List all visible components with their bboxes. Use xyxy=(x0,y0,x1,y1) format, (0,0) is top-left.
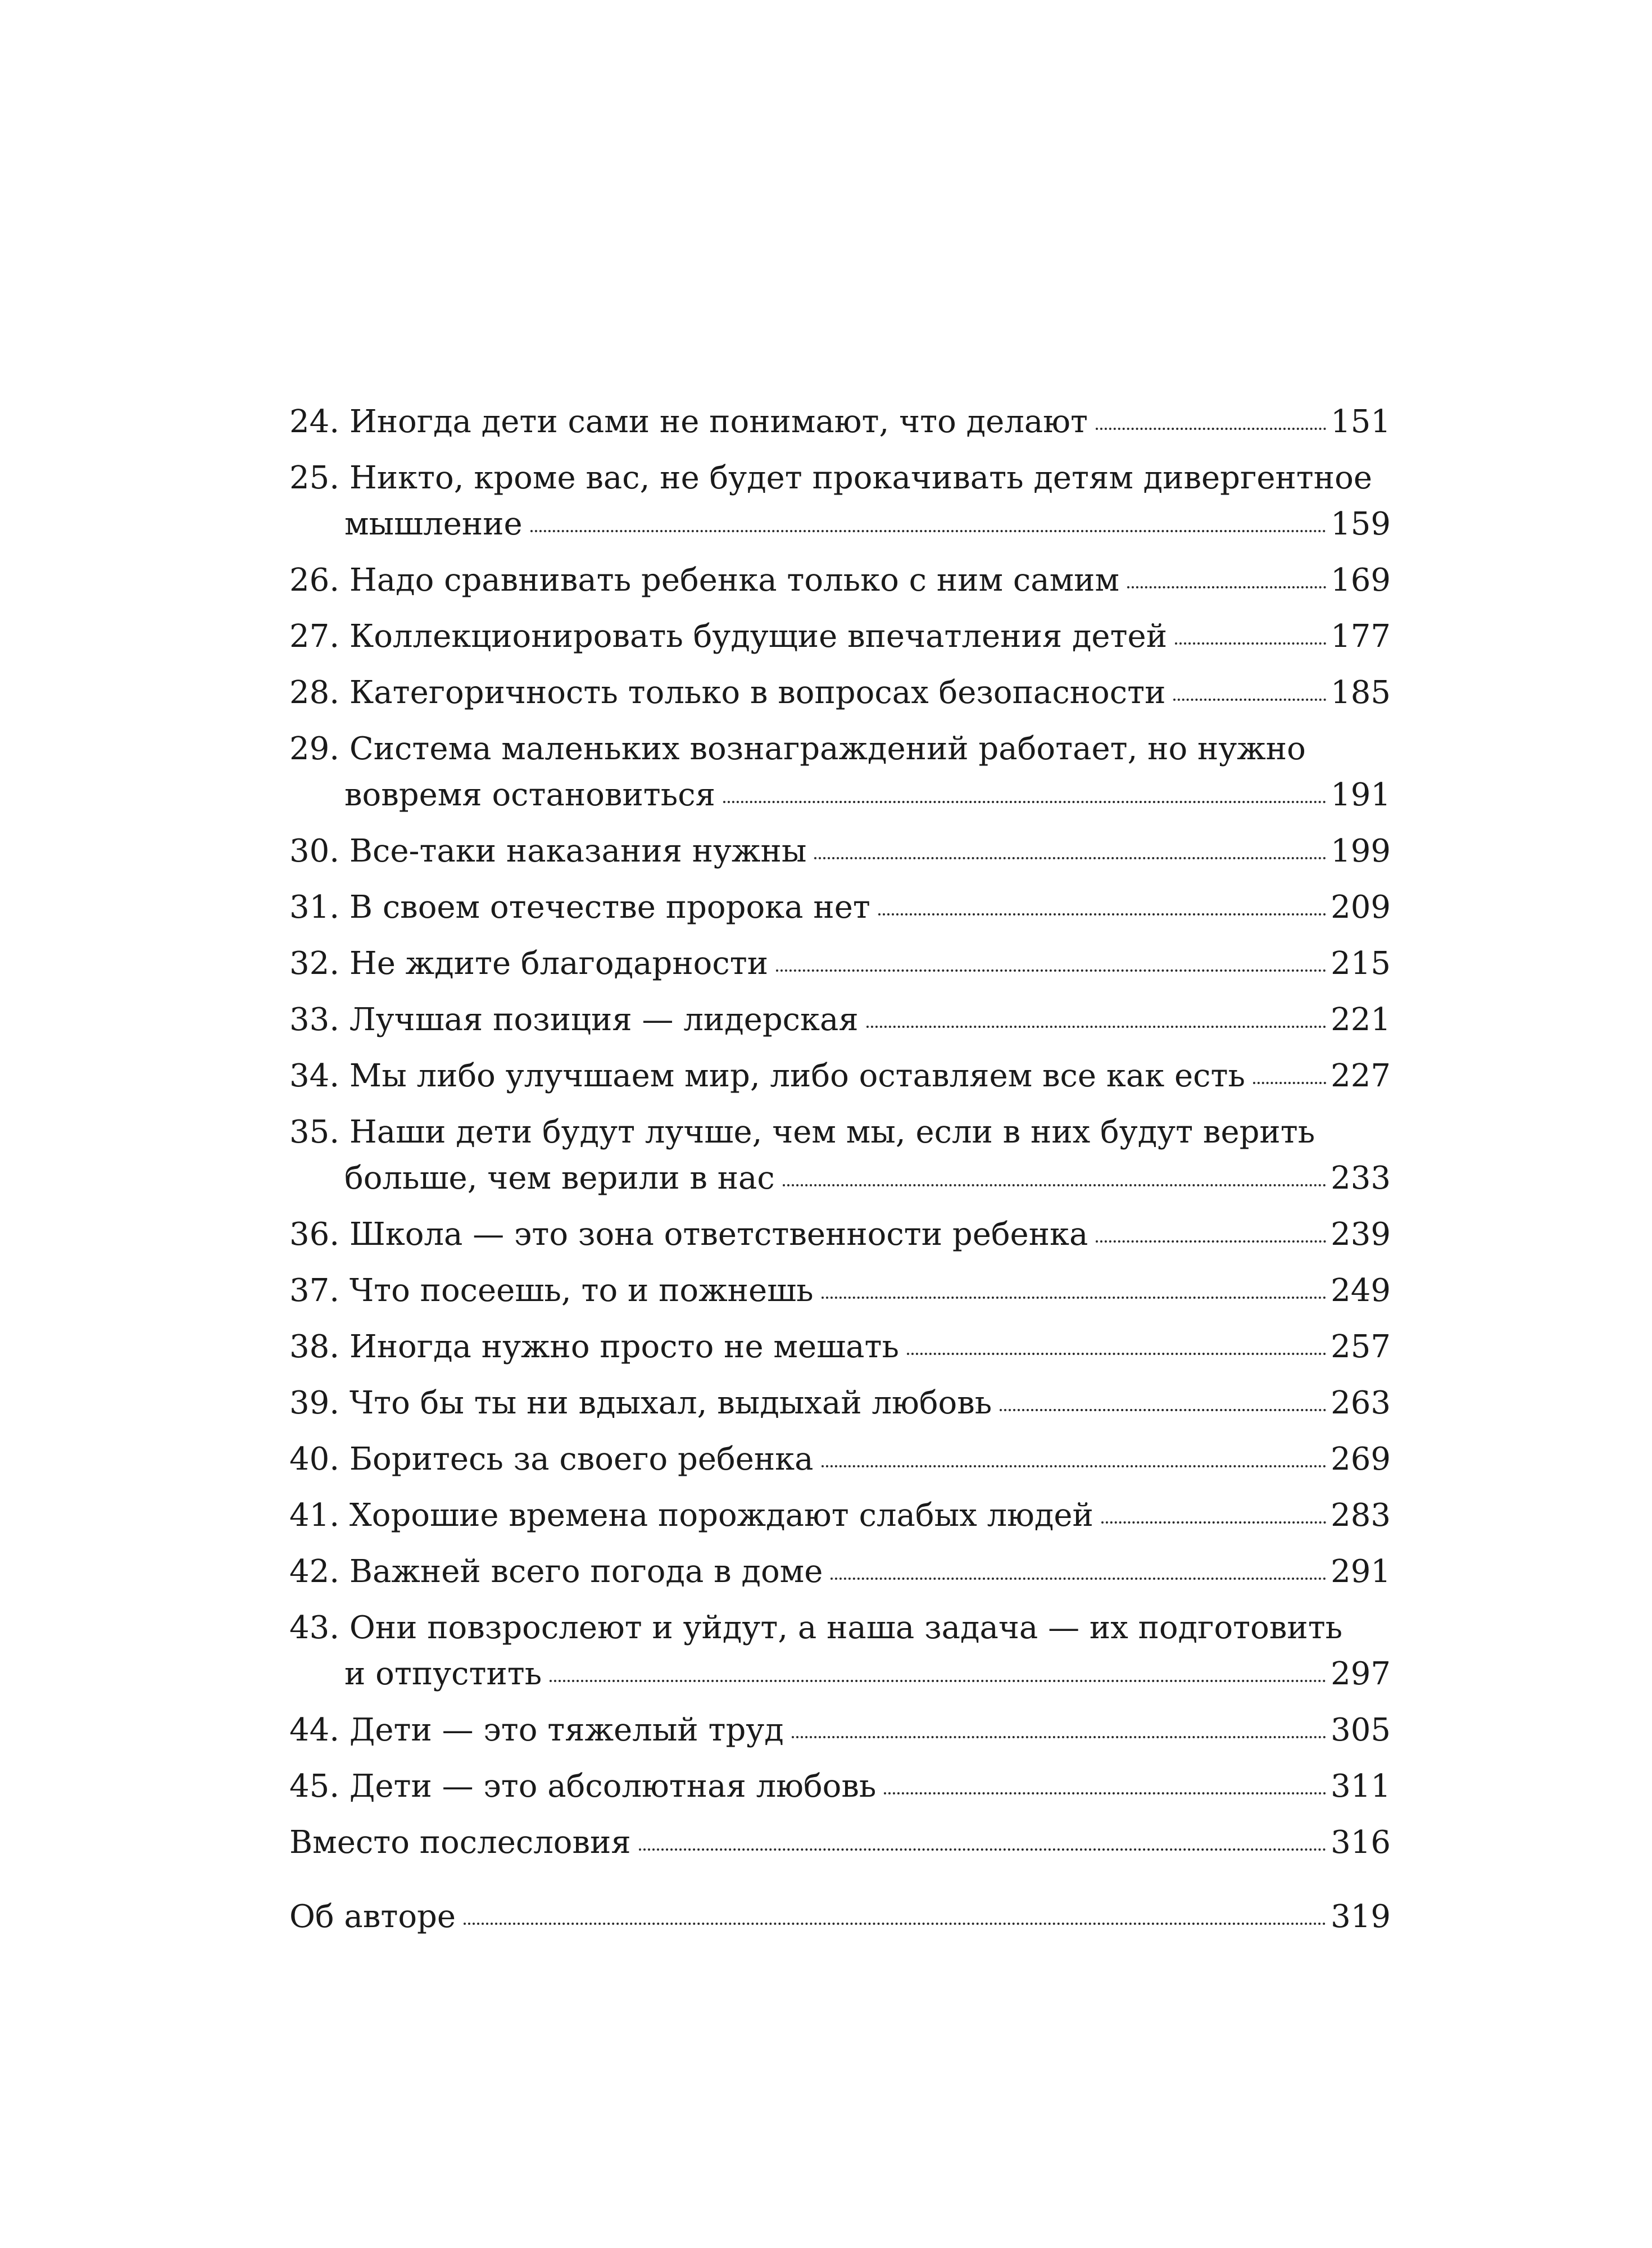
toc-entry-title: 30. Все-таки наказания нужны xyxy=(289,833,807,869)
toc-page-number: 185 xyxy=(1331,674,1391,711)
toc-entry-title: 24. Иногда дети сами не понимают, что делают xyxy=(289,404,1088,440)
toc-page-number: 221 xyxy=(1331,1001,1391,1038)
dot-leader xyxy=(776,969,1326,972)
toc-page-number: 269 xyxy=(1331,1441,1391,1477)
toc-entry-title: 38. Иногда нужно просто не мешать xyxy=(289,1329,899,1365)
toc-entry-34[interactable] xyxy=(289,1053,1391,1099)
dot-leader xyxy=(1096,1240,1326,1243)
toc-entry-about-author[interactable] xyxy=(289,1894,1391,1940)
toc-entry-40[interactable] xyxy=(289,1436,1391,1483)
toc-page-number: 191 xyxy=(1331,777,1391,813)
toc-entry-title: Об авторе xyxy=(289,1898,456,1935)
toc-page-number: 291 xyxy=(1331,1553,1391,1590)
toc-page-number: 319 xyxy=(1331,1898,1391,1935)
toc-entry-37[interactable] xyxy=(289,1268,1391,1314)
dot-leader xyxy=(1000,1409,1326,1411)
toc-entry-title: 34. Мы либо улучшаем мир, либо оставляем все как есть xyxy=(289,1058,1245,1094)
toc-entry-title: 44. Дети — это тяжелый труд xyxy=(289,1712,784,1748)
toc-entry-31[interactable] xyxy=(289,885,1391,931)
toc-entry-title: 29. Система маленьких вознаграждений работает, но нужно xyxy=(289,731,1306,767)
toc-entry-32[interactable] xyxy=(289,941,1391,987)
toc-page-number: 249 xyxy=(1331,1272,1391,1309)
toc-entry-45[interactable] xyxy=(289,1764,1391,1810)
dot-leader xyxy=(723,801,1326,803)
dot-leader xyxy=(814,857,1326,859)
toc-entry-44[interactable] xyxy=(289,1707,1391,1753)
toc-page-number: 239 xyxy=(1331,1216,1391,1253)
toc-entry-title: 45. Дети — это абсолютная любовь xyxy=(289,1768,877,1805)
dot-leader xyxy=(530,530,1326,532)
toc-entry-title: 39. Что бы ты ни вдыхал, выдыхай любовь xyxy=(289,1385,992,1421)
dot-leader xyxy=(1101,1521,1326,1524)
toc-entry-title: 33. Лучшая позиция — лидерская xyxy=(289,1001,859,1038)
dot-leader xyxy=(1175,642,1326,645)
dot-leader xyxy=(822,1465,1327,1467)
dot-leader xyxy=(550,1680,1326,1682)
dot-leader xyxy=(783,1184,1326,1186)
toc-page-number: 283 xyxy=(1331,1497,1391,1534)
toc-entry-30[interactable] xyxy=(289,828,1391,874)
toc-page-number: 305 xyxy=(1331,1712,1391,1748)
toc-entry-title-continuation: и отпустить xyxy=(344,1656,542,1692)
toc-entry-title: 25. Никто, кроме вас, не будет прокачивать детям дивергентное xyxy=(289,460,1372,496)
toc-page-number: 263 xyxy=(1331,1385,1391,1421)
toc-entry-36[interactable] xyxy=(289,1212,1391,1258)
toc-entry-title-continuation: больше, чем верили в нас xyxy=(344,1160,775,1196)
dot-leader xyxy=(878,913,1326,915)
toc-page-number: 233 xyxy=(1331,1160,1391,1196)
dot-leader xyxy=(884,1792,1326,1794)
dot-leader xyxy=(907,1353,1326,1355)
toc-page-number: 177 xyxy=(1331,618,1391,655)
dot-leader xyxy=(1096,428,1326,430)
toc-entry-title: 31. В своем отечестве пророка нет xyxy=(289,889,870,926)
toc-entry-title: 40. Боритесь за своего ребенка xyxy=(289,1441,814,1477)
toc-entry-38[interactable] xyxy=(289,1324,1391,1370)
toc-entry-title: 43. Они повзрослеют и уйдут, а наша задача — их подготовить xyxy=(289,1610,1343,1646)
toc-entry-33[interactable] xyxy=(289,997,1391,1043)
toc-entry-43[interactable] xyxy=(289,1605,1391,1697)
toc-entry-title: 37. Что посеешь, то и пожнешь xyxy=(289,1272,814,1309)
toc-entry-title: 35. Наши дети будут лучше, чем мы, если в них будут верить xyxy=(289,1114,1315,1150)
toc-entry-25[interactable] xyxy=(289,455,1391,547)
table-of-contents xyxy=(289,399,1391,1950)
toc-entry-afterword[interactable] xyxy=(289,1820,1391,1866)
toc-entry-title: 41. Хорошие времена порождают слабых людей xyxy=(289,1497,1093,1534)
toc-entry-title: Вместо послесловия xyxy=(289,1824,631,1861)
dot-leader xyxy=(830,1578,1326,1580)
toc-entry-26[interactable] xyxy=(289,558,1391,604)
toc-entry-27[interactable] xyxy=(289,614,1391,660)
toc-page-number: 209 xyxy=(1331,889,1391,926)
toc-entry-title: 36. Школа — это зона ответственности ребенка xyxy=(289,1216,1088,1253)
toc-entry-42[interactable] xyxy=(289,1549,1391,1595)
dot-leader xyxy=(1173,699,1326,701)
toc-entry-24[interactable] xyxy=(289,399,1391,445)
toc-entry-title-continuation: мышление xyxy=(344,506,523,542)
dot-leader xyxy=(1127,586,1326,588)
dot-leader xyxy=(639,1848,1326,1851)
toc-entry-title: 32. Не ждите благодарности xyxy=(289,945,769,982)
toc-page-number: 316 xyxy=(1331,1824,1391,1861)
toc-entry-29[interactable] xyxy=(289,726,1391,818)
dot-leader xyxy=(792,1736,1326,1738)
toc-entry-title-continuation: вовремя остановиться xyxy=(344,777,715,813)
dot-leader xyxy=(464,1923,1326,1925)
toc-page-number: 159 xyxy=(1331,506,1391,542)
dot-leader xyxy=(822,1297,1326,1299)
toc-page-number: 169 xyxy=(1331,562,1391,599)
dot-leader xyxy=(1253,1082,1326,1084)
toc-page-number: 257 xyxy=(1331,1329,1391,1365)
toc-entry-39[interactable] xyxy=(289,1380,1391,1426)
toc-page-number: 199 xyxy=(1331,833,1391,869)
toc-page-number: 151 xyxy=(1331,404,1391,440)
toc-entry-28[interactable] xyxy=(289,670,1391,716)
toc-entry-title: 26. Надо сравнивать ребенка только с ним самим xyxy=(289,562,1120,599)
toc-entry-title: 42. Важней всего погода в доме xyxy=(289,1553,823,1590)
toc-page-number: 311 xyxy=(1331,1768,1391,1805)
toc-page-number: 215 xyxy=(1331,945,1391,982)
toc-entry-title: 28. Категоричность только в вопросах безопасности xyxy=(289,674,1166,711)
toc-entry-title: 27. Коллекционировать будущие впечатления детей xyxy=(289,618,1168,655)
dot-leader xyxy=(866,1026,1326,1028)
toc-page-number: 297 xyxy=(1331,1656,1391,1692)
toc-entry-41[interactable] xyxy=(289,1493,1391,1539)
toc-entry-35[interactable] xyxy=(289,1109,1391,1202)
toc-page-number: 227 xyxy=(1331,1058,1391,1094)
